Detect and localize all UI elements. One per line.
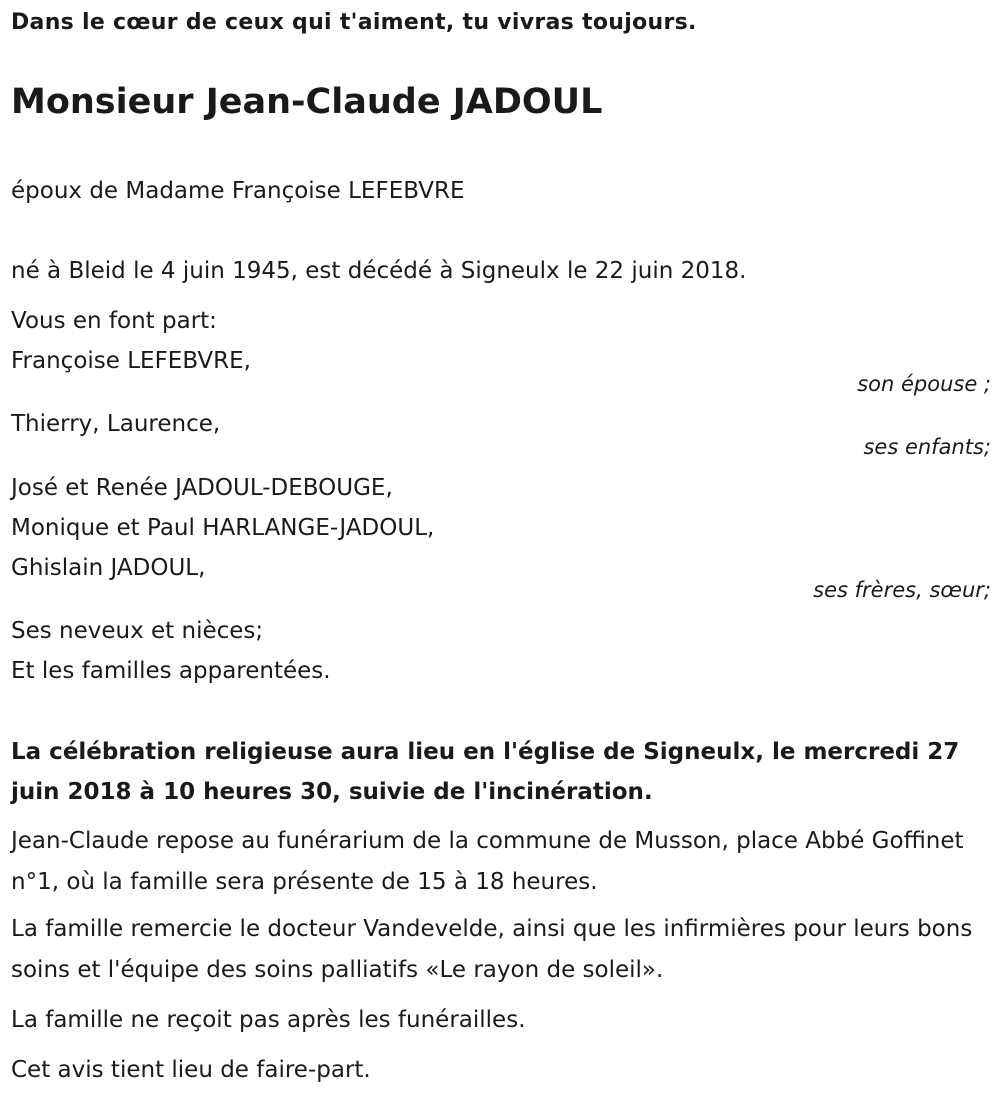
family-sibling: Monique et Paul HARLANGE-JADOUL, bbox=[11, 515, 435, 541]
thanks-message: La famille remercie le docteur Vandevelde, ainsi que les infirmières pour leurs bons soins et l'équipe des soins palliatifs «Le rayon de soleil». bbox=[11, 916, 973, 983]
deceased-name: Monsieur Jean-Claude JADOUL bbox=[11, 82, 603, 122]
family-sibling: Ghislain JADOUL, bbox=[11, 555, 206, 581]
family-spouse-role: son épouse ; bbox=[857, 372, 991, 396]
announcement-intro: Vous en font part: bbox=[11, 308, 217, 334]
family-sibling: José et Renée JADOUL-DEBOUGE, bbox=[11, 475, 393, 501]
ceremony-details: La célébration religieuse aura lieu en l'église de Signeulx, le mercredi 27 juin 2018 à 10 heures 30, suivie de l'incinération. bbox=[11, 739, 960, 805]
family-siblings-role: ses frères, sœur; bbox=[813, 578, 991, 602]
motto: Dans le cœur de ceux qui t'aiment, tu vivras toujours. bbox=[11, 10, 697, 35]
spouse-line: époux de Madame Françoise LEFEBVRE bbox=[11, 178, 465, 204]
family-nephews: Ses neveux et nièces; bbox=[11, 618, 264, 644]
funerarium-info: Jean-Claude repose au funérarium de la commune de Musson, place Abbé Goffinet n°1, où la famille sera présente de 15 à 18 heures. bbox=[11, 828, 964, 895]
no-reception-note: La famille ne reçoit pas après les funérailles. bbox=[11, 1007, 526, 1033]
family-relatives: Et les familles apparentées. bbox=[11, 658, 331, 684]
birth-death-line: né à Bleid le 4 juin 1945, est décédé à Signeulx le 22 juin 2018. bbox=[11, 258, 747, 284]
family-spouse-name: Françoise LEFEBVRE, bbox=[11, 348, 251, 374]
notice-statement: Cet avis tient lieu de faire-part. bbox=[11, 1057, 371, 1083]
family-children-role: ses enfants; bbox=[863, 435, 991, 459]
family-children-names: Thierry, Laurence, bbox=[11, 411, 221, 437]
